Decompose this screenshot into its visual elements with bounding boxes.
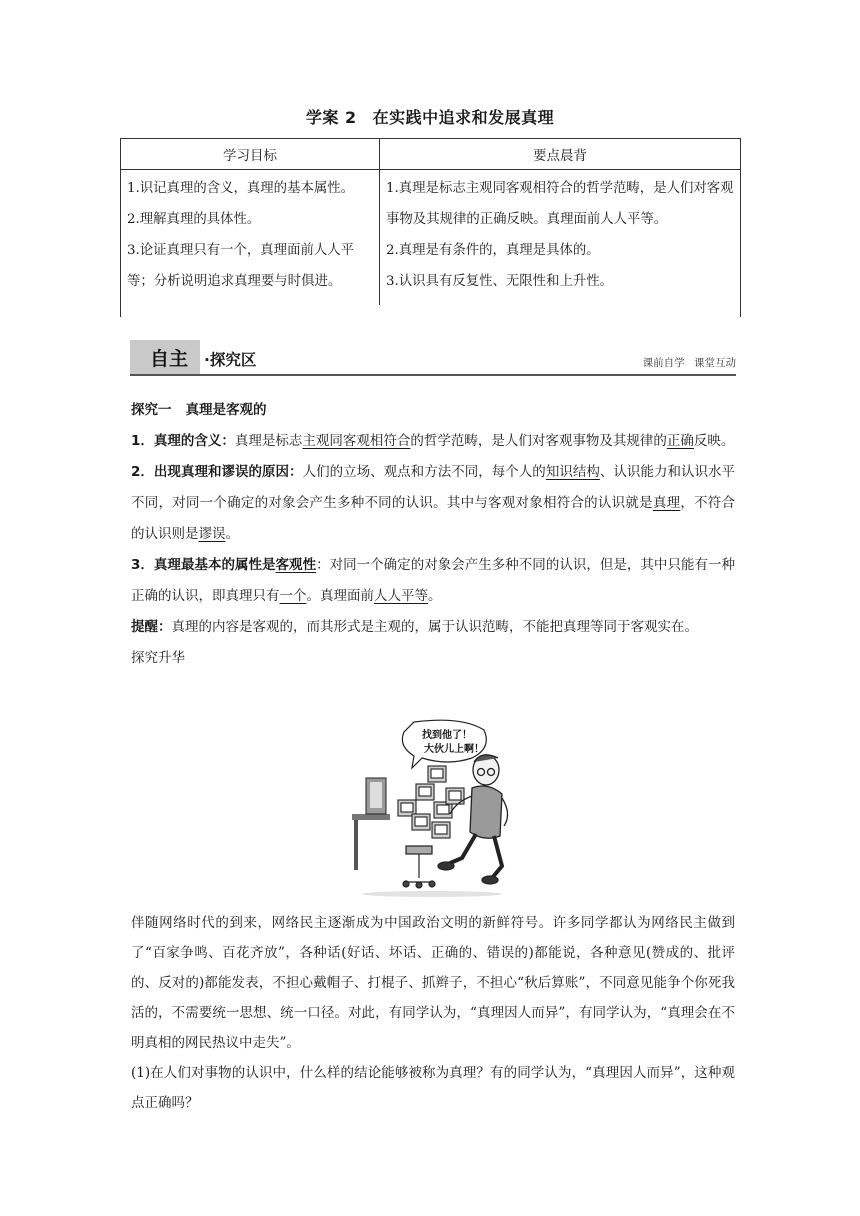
- underlined-term: 人人平等: [374, 588, 428, 604]
- cartoon-illustration: [352, 718, 522, 898]
- underlined-term: 正确: [666, 433, 694, 449]
- case-paragraph: 伴随网络时代的到来，网络民主逐渐成为中国政治文明的新鲜符号。许多同学都认为网络民主做到了“百家争鸣、百花齐放”，各种话(好话、坏话、正确的、错误的)都能说，各种意见(赞成的、批评的、反对的)都能发表，不担心戴帽子、打棍子、抓辫子，不担心“秋后算账”，不同意见能争个你死我活的，不需要统一思想、统一口径。对此，有同学认为，“真理因人而异”，有同学认为，“真理会在不明真相的网民热议中走失”。: [131, 915, 735, 1051]
- paragraph-lead: 3．真理最基本的属性是: [131, 557, 276, 573]
- running-man-icon: [438, 755, 508, 884]
- text-run: 反映。: [693, 433, 735, 449]
- speech-line-1: 找到他了！: [422, 730, 472, 741]
- table-border-left-end: [120, 305, 121, 317]
- text-run: 。: [428, 588, 442, 604]
- explore-content: [131, 395, 735, 674]
- reminder-lead: 提醒：: [131, 619, 172, 635]
- text-run: 、认识能力和认识水平不同，对同一个确定的对象会产生多种不同的认识。其中与客观对象相符合的认识就是: [131, 464, 736, 511]
- text-run: ：对同一个确定的对象会产生多种不同的认识，但是，其中只能有一种正确的认识，即真理只有: [131, 557, 735, 604]
- title-lesson-number: 学案 2: [305, 108, 357, 127]
- key-point-item: 1.真理是标志主观同客观相符合的哲学范畴，是人们对客观事物及其规律的正确反映。真理面前人人平等。: [386, 181, 734, 227]
- underlined-term: 主观同客观相符合: [302, 433, 411, 449]
- learning-goal-item: 2.理解真理的具体性。: [127, 212, 261, 227]
- underlined-term: 知识结构: [545, 464, 600, 480]
- banner-label: ·探究区: [204, 351, 257, 369]
- paragraph-definition: [131, 426, 735, 457]
- banner-underline: [130, 374, 736, 376]
- section-banner: [130, 340, 736, 376]
- text-run: 人们的立场、观点和方法不同，每个人的: [302, 464, 546, 480]
- text-run: 的哲学范畴，是人们对客观事物及其规律的: [410, 433, 667, 449]
- office-chair-icon: [403, 846, 435, 888]
- paragraph-attribute: [131, 550, 735, 612]
- text-run: 。真理面前: [306, 588, 374, 604]
- banner-right-label: 课前自学 课堂互动: [642, 357, 736, 369]
- question-1: (1)在人们对事物的认识中，什么样的结论能够被称为真理？有的同学认为，“真理因人而异”，这种观点正确吗？: [131, 1065, 735, 1111]
- paragraph-causes: [131, 457, 735, 550]
- learning-goal-item: 3.论证真理只有一个，真理面前人人平等；分析说明追求真理要与时俱进。: [127, 243, 355, 289]
- section-heading-title: 真理是客观的: [185, 402, 267, 418]
- subheading-explore-upgrade: 探究升华: [131, 650, 185, 666]
- ground-shadow: [362, 891, 502, 897]
- desk-icon: [352, 814, 390, 820]
- text-run: ，不符合的认识则是: [131, 495, 736, 542]
- goals-table: [120, 138, 741, 305]
- learning-goals-cell: [121, 170, 380, 306]
- underlined-term: 一个: [279, 588, 307, 604]
- banner-box: [130, 340, 200, 374]
- paragraph-lead: 1．真理的含义：: [131, 433, 235, 449]
- section-heading: [131, 395, 735, 426]
- speech-line-2: 大伙儿上啊！: [424, 744, 484, 755]
- table-border-right-end: [740, 305, 741, 317]
- title-lesson-name: 在实践中追求和发展真理: [372, 108, 555, 127]
- header-learning-goals: 学习目标: [121, 139, 380, 170]
- key-point-item: 3.认识具有反复性、无限性和上升性。: [386, 274, 614, 289]
- header-key-points: 要点晨背: [380, 139, 741, 170]
- underlined-term: 客观性: [275, 557, 317, 573]
- text-run: 真理是标志: [234, 433, 303, 449]
- key-point-item: 2.真理是有条件的，真理是具体的。: [386, 243, 600, 258]
- underlined-term: 真理: [652, 495, 681, 511]
- text-run: 。: [225, 526, 239, 542]
- section-heading-number: 探究一: [131, 402, 172, 418]
- banner-box-label: 自主: [150, 348, 189, 370]
- key-points-cell: [380, 170, 741, 306]
- reminder-paragraph: [131, 612, 735, 643]
- underlined-term: 谬误: [198, 526, 226, 542]
- page-title: [0, 105, 860, 128]
- case-material: [131, 908, 735, 1118]
- paragraph-lead: 2．出现真理和谬误的原因：: [131, 464, 303, 480]
- reminder-text: 真理的内容是客观的，而其形式是主观的，属于认识范畴，不能把真理等同于客观实在。: [171, 619, 698, 635]
- learning-goal-item: 1.识记真理的含义，真理的基本属性。: [127, 181, 355, 196]
- flying-monitors-icon: [398, 766, 464, 838]
